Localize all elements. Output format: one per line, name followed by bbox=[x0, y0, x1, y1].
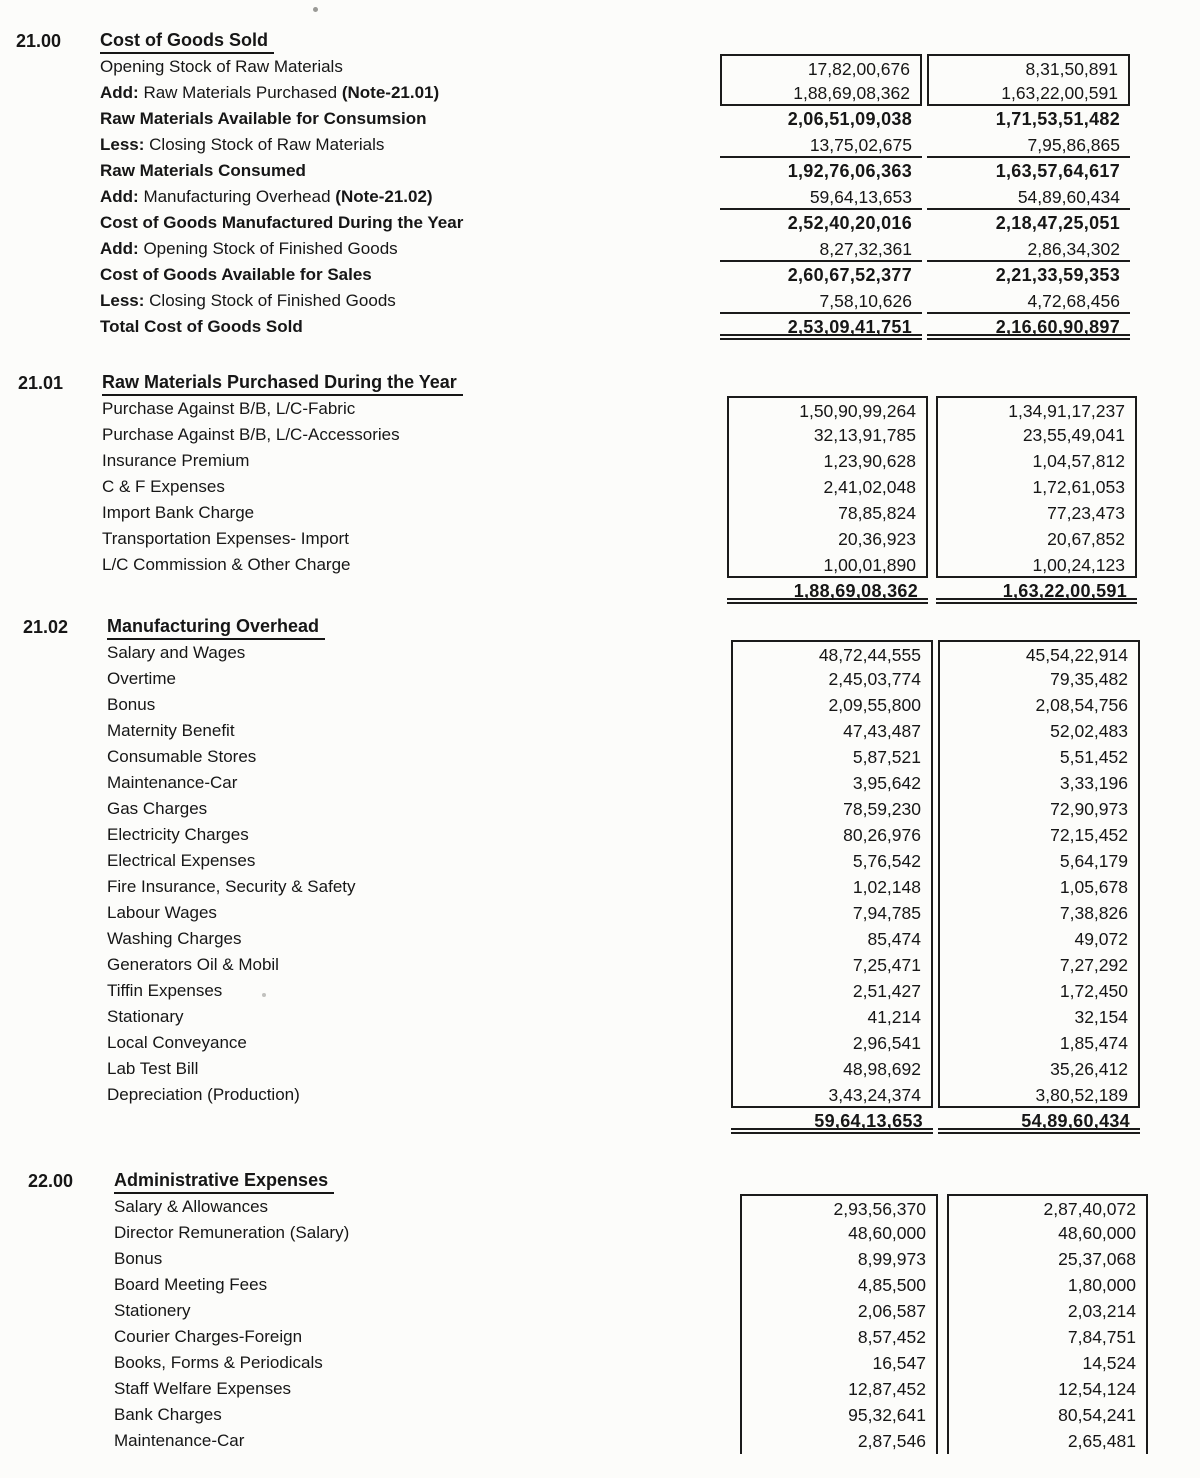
amount-col1: 1,23,90,628 bbox=[727, 448, 928, 474]
amount-col1: 2,52,40,20,016 bbox=[787, 213, 912, 233]
ledger-row bbox=[0, 184, 1200, 210]
row-label bbox=[107, 874, 356, 900]
amount-col2: 1,63,22,00,591 bbox=[936, 578, 1137, 604]
row-label bbox=[100, 210, 463, 236]
row-label bbox=[100, 54, 343, 80]
amount-col1: 2,45,03,774 bbox=[731, 666, 933, 692]
ledger-row bbox=[0, 874, 1200, 900]
amount-col1: 85,474 bbox=[731, 926, 933, 952]
amount-col1: 59,64,13,653 bbox=[720, 184, 922, 210]
amount-col1: 16,547 bbox=[740, 1350, 938, 1376]
row-label bbox=[102, 552, 350, 578]
amount-col2: 25,37,068 bbox=[947, 1246, 1148, 1272]
row-label-text: Gas Charges bbox=[107, 799, 208, 818]
row-label-text: Opening Stock of Raw Materials bbox=[100, 57, 343, 76]
amount-col1: 17,82,00,676 bbox=[720, 54, 922, 80]
amount-col2: 72,15,452 bbox=[938, 822, 1140, 848]
row-label-text: Insurance Premium bbox=[102, 451, 250, 470]
amount-col2: 32,154 bbox=[938, 1004, 1140, 1030]
amount-col1: 1,92,76,06,363 bbox=[787, 161, 912, 181]
ledger-row bbox=[0, 796, 1200, 822]
row-label bbox=[100, 80, 439, 106]
row-label bbox=[114, 1350, 323, 1376]
row-label bbox=[107, 1082, 300, 1108]
amount-col1: 2,60,67,52,377 bbox=[787, 265, 912, 285]
row-label-text: Raw Materials Consumed bbox=[100, 161, 306, 180]
row-label-text: Stationary bbox=[107, 1007, 184, 1026]
amount-col2: 1,72,450 bbox=[938, 978, 1140, 1004]
row-label-text: Local Conveyance bbox=[107, 1033, 247, 1052]
amount-col2: 5,64,179 bbox=[938, 848, 1140, 874]
row-label-text: C & F Expenses bbox=[102, 477, 225, 496]
row-label-text: Maintenance-Car bbox=[107, 773, 238, 792]
section-title: Administrative Expenses bbox=[114, 1168, 334, 1194]
row-label bbox=[107, 926, 242, 952]
row-label bbox=[102, 500, 254, 526]
row-label-text: Bank Charges bbox=[114, 1405, 222, 1424]
row-label bbox=[100, 314, 303, 340]
row-label bbox=[100, 236, 398, 262]
row-label-text: Maintenance-Car bbox=[114, 1431, 245, 1450]
ledger-row bbox=[0, 1376, 1200, 1402]
row-label-text: Salary & Allowances bbox=[114, 1197, 269, 1216]
ledger-row bbox=[0, 314, 1200, 340]
row-label bbox=[114, 1246, 162, 1272]
row-label bbox=[114, 1428, 244, 1454]
ledger-row bbox=[0, 770, 1200, 796]
row-label bbox=[107, 744, 256, 770]
row-label bbox=[114, 1324, 302, 1350]
amount-col1: 2,53,09,41,751 bbox=[720, 314, 922, 340]
amount-col1: 2,51,427 bbox=[731, 978, 933, 1004]
amount-col2: 1,63,22,00,591 bbox=[927, 80, 1130, 106]
ledger-row bbox=[0, 288, 1200, 314]
ledger-row bbox=[0, 952, 1200, 978]
amount-col1: 78,59,230 bbox=[731, 796, 933, 822]
ledger-row bbox=[0, 666, 1200, 692]
row-label-text: Cost of Goods Manufactured During the Year bbox=[100, 213, 464, 232]
row-label bbox=[114, 1402, 222, 1428]
amount-col2: 1,72,61,053 bbox=[936, 474, 1137, 500]
amount-col2: 4,72,68,456 bbox=[927, 288, 1130, 314]
amount-col1: 2,09,55,800 bbox=[731, 692, 933, 718]
row-label-text: Manufacturing Overhead bbox=[138, 187, 336, 206]
section-number: 21.02 bbox=[23, 617, 69, 637]
row-label bbox=[114, 1298, 191, 1324]
ledger-row bbox=[0, 236, 1200, 262]
row-label bbox=[107, 692, 155, 718]
section-title: Cost of Goods Sold bbox=[100, 28, 274, 54]
row-label-text: Depreciation (Production) bbox=[107, 1085, 300, 1104]
row-label-text: Electrical Expenses bbox=[107, 851, 256, 870]
amount-col2: 77,23,473 bbox=[936, 500, 1137, 526]
row-label-text: Lab Test Bill bbox=[107, 1059, 199, 1078]
amount-col1: 1,50,90,99,264 bbox=[727, 396, 928, 422]
amount-col2: 3,80,52,189 bbox=[938, 1082, 1140, 1108]
ledger-row bbox=[0, 718, 1200, 744]
ledger-row bbox=[0, 1030, 1200, 1056]
amount-col1: 20,36,923 bbox=[727, 526, 928, 552]
row-label bbox=[102, 526, 349, 552]
ledger-row bbox=[0, 158, 1200, 184]
amount-col2: 1,05,678 bbox=[938, 874, 1140, 900]
amount-col2: 49,072 bbox=[938, 926, 1140, 952]
ledger-row bbox=[0, 500, 1200, 526]
row-label bbox=[107, 1030, 247, 1056]
amount-col1: 1,02,148 bbox=[731, 874, 933, 900]
ledger-row bbox=[0, 822, 1200, 848]
amount-col2: 2,65,481 bbox=[947, 1428, 1148, 1454]
amount-col1: 1,88,69,08,362 bbox=[720, 80, 922, 106]
row-label-note: (Note-21.02) bbox=[335, 187, 433, 206]
row-label-note: (Note-21.01) bbox=[341, 83, 440, 102]
note-section bbox=[0, 614, 1200, 1134]
ledger-row bbox=[0, 1004, 1200, 1030]
amount-col2: 7,38,826 bbox=[938, 900, 1140, 926]
row-label bbox=[100, 262, 372, 288]
amount-col2: 79,35,482 bbox=[938, 666, 1140, 692]
row-label-text: Director Remuneration (Salary) bbox=[114, 1223, 350, 1242]
amount-col2: 1,34,91,17,237 bbox=[936, 396, 1137, 422]
row-label bbox=[107, 978, 222, 1004]
amount-col1: 48,60,000 bbox=[740, 1220, 938, 1246]
ledger-row bbox=[0, 262, 1200, 288]
ledger-row bbox=[0, 210, 1200, 236]
row-label bbox=[107, 640, 245, 666]
row-label-text: Overtime bbox=[107, 669, 176, 688]
section-heading bbox=[0, 1168, 1200, 1194]
row-label-text: Courier Charges-Foreign bbox=[114, 1327, 303, 1346]
row-label-text: Opening Stock of Finished Goods bbox=[138, 239, 398, 258]
row-label bbox=[107, 900, 217, 926]
row-label bbox=[100, 132, 384, 158]
amount-col2: 2,18,47,25,051 bbox=[995, 213, 1120, 233]
row-label bbox=[100, 288, 396, 314]
amount-col1: 8,57,452 bbox=[740, 1324, 938, 1350]
section-number: 21.01 bbox=[18, 373, 64, 393]
amount-col2: 12,54,124 bbox=[947, 1376, 1148, 1402]
ledger-row bbox=[0, 1428, 1200, 1454]
amount-col2: 2,03,214 bbox=[947, 1298, 1148, 1324]
row-label-text: Consumable Stores bbox=[107, 747, 257, 766]
row-label bbox=[114, 1376, 291, 1402]
row-label bbox=[114, 1272, 267, 1298]
row-label bbox=[102, 422, 400, 448]
ledger-row bbox=[0, 448, 1200, 474]
ledger-row bbox=[0, 640, 1200, 666]
amount-col2: 2,08,54,756 bbox=[938, 692, 1140, 718]
amount-col1: 1,00,01,890 bbox=[727, 552, 928, 578]
ledger-row bbox=[0, 132, 1200, 158]
amount-col1: 8,99,973 bbox=[740, 1246, 938, 1272]
row-label-text: Purchase Against B/B, L/C-Accessories bbox=[102, 425, 400, 444]
row-label bbox=[102, 448, 249, 474]
row-label bbox=[107, 822, 249, 848]
row-label-text: Cost of Goods Available for Sales bbox=[100, 265, 372, 284]
row-label-text: Stationery bbox=[114, 1301, 191, 1320]
row-label bbox=[100, 106, 427, 132]
amount-col1: 8,27,32,361 bbox=[720, 236, 922, 262]
ledger-row bbox=[0, 692, 1200, 718]
section-number: 21.00 bbox=[16, 31, 62, 51]
ledger-row bbox=[0, 396, 1200, 422]
section-rows bbox=[0, 1194, 1200, 1454]
amount-col1: 2,96,541 bbox=[731, 1030, 933, 1056]
amount-col2: 45,54,22,914 bbox=[938, 640, 1140, 666]
amount-col2: 7,95,86,865 bbox=[927, 132, 1130, 158]
section-heading bbox=[0, 370, 1200, 396]
amount-col2: 80,54,241 bbox=[947, 1402, 1148, 1428]
row-label-text: Transportation Expenses- Import bbox=[102, 529, 349, 548]
amount-col1: 80,26,976 bbox=[731, 822, 933, 848]
row-label bbox=[114, 1194, 268, 1220]
amount-col2: 2,87,40,072 bbox=[947, 1194, 1148, 1220]
ledger-row bbox=[0, 552, 1200, 578]
section-title: Raw Materials Purchased During the Year bbox=[102, 370, 463, 396]
ledger-row bbox=[0, 526, 1200, 552]
row-label bbox=[100, 184, 433, 210]
amount-col2: 8,31,50,891 bbox=[927, 54, 1130, 80]
section-rows bbox=[0, 640, 1200, 1134]
note-section bbox=[0, 28, 1200, 340]
scan-speck bbox=[313, 7, 318, 12]
section-number: 22.00 bbox=[28, 1171, 74, 1191]
ledger-row bbox=[0, 1350, 1200, 1376]
section-heading bbox=[0, 28, 1200, 54]
amount-col1: 3,43,24,374 bbox=[731, 1082, 933, 1108]
amount-col1: 41,214 bbox=[731, 1004, 933, 1030]
row-label bbox=[114, 1220, 349, 1246]
amount-col1: 78,85,824 bbox=[727, 500, 928, 526]
amount-col1: 59,64,13,653 bbox=[731, 1108, 933, 1134]
row-label-text: Tiffin Expenses bbox=[107, 981, 223, 1000]
amount-col1: 32,13,91,785 bbox=[727, 422, 928, 448]
row-label-prefix: Less: bbox=[100, 291, 145, 310]
amount-col1: 2,06,587 bbox=[740, 1298, 938, 1324]
amount-col2: 54,89,60,434 bbox=[938, 1108, 1140, 1134]
row-label bbox=[107, 718, 235, 744]
row-label bbox=[102, 474, 225, 500]
row-label-text: Raw Materials Available for Consumsion bbox=[100, 109, 427, 128]
amount-col2: 2,86,34,302 bbox=[927, 236, 1130, 262]
amount-col2: 1,71,53,51,482 bbox=[995, 109, 1120, 129]
note-section bbox=[0, 370, 1200, 604]
row-label-text: Total Cost of Goods Sold bbox=[100, 317, 303, 336]
row-label-prefix: Add: bbox=[100, 239, 139, 258]
ledger-row bbox=[0, 422, 1200, 448]
amount-col2: 1,63,57,64,617 bbox=[995, 161, 1120, 181]
row-label-text: Closing Stock of Finished Goods bbox=[144, 291, 396, 310]
row-label-text: Generators Oil & Mobil bbox=[107, 955, 279, 974]
ledger-row bbox=[0, 1056, 1200, 1082]
amount-col2: 7,84,751 bbox=[947, 1324, 1148, 1350]
ledger-row bbox=[0, 1324, 1200, 1350]
row-label bbox=[107, 796, 207, 822]
row-label-text: Closing Stock of Raw Materials bbox=[144, 135, 385, 154]
section-rows bbox=[0, 54, 1200, 340]
row-label-text: Salary and Wages bbox=[107, 643, 246, 662]
row-label-text: Labour Wages bbox=[107, 903, 217, 922]
section-rows bbox=[0, 396, 1200, 604]
row-label bbox=[107, 1056, 198, 1082]
amount-col2: 72,90,973 bbox=[938, 796, 1140, 822]
ledger-row bbox=[0, 926, 1200, 952]
section-title: Manufacturing Overhead bbox=[107, 614, 325, 640]
row-label-text: Raw Materials Purchased bbox=[138, 83, 342, 102]
row-label-text: Washing Charges bbox=[107, 929, 242, 948]
ledger-row bbox=[0, 1108, 1200, 1134]
amount-col2: 54,89,60,434 bbox=[927, 184, 1130, 210]
row-label-text: Board Meeting Fees bbox=[114, 1275, 268, 1294]
sections-container bbox=[0, 28, 1200, 1454]
row-label bbox=[102, 396, 355, 422]
row-label bbox=[107, 1004, 184, 1030]
ledger-row bbox=[0, 474, 1200, 500]
amount-col1: 48,98,692 bbox=[731, 1056, 933, 1082]
row-label-text: Staff Welfare Expenses bbox=[114, 1379, 292, 1398]
ledger-row bbox=[0, 1194, 1200, 1220]
amount-col2: 1,80,000 bbox=[947, 1272, 1148, 1298]
amount-col2: 1,04,57,812 bbox=[936, 448, 1137, 474]
amount-col2: 3,33,196 bbox=[938, 770, 1140, 796]
amount-col1: 5,76,542 bbox=[731, 848, 933, 874]
amount-col1: 7,94,785 bbox=[731, 900, 933, 926]
ledger-row bbox=[0, 1220, 1200, 1246]
row-label bbox=[107, 952, 279, 978]
ledger-row bbox=[0, 744, 1200, 770]
amount-col2: 5,51,452 bbox=[938, 744, 1140, 770]
ledger-row bbox=[0, 1272, 1200, 1298]
amount-col1: 2,41,02,048 bbox=[727, 474, 928, 500]
amount-col1: 2,87,546 bbox=[740, 1428, 938, 1454]
row-label-text: Books, Forms & Periodicals bbox=[114, 1353, 323, 1372]
amount-col1: 7,58,10,626 bbox=[720, 288, 922, 314]
row-label bbox=[107, 666, 176, 692]
amount-col1: 3,95,642 bbox=[731, 770, 933, 796]
amount-col1: 7,25,471 bbox=[731, 952, 933, 978]
row-label-prefix: Add: bbox=[100, 83, 139, 102]
ledger-row bbox=[0, 1298, 1200, 1324]
section-heading bbox=[0, 614, 1200, 640]
ledger-row bbox=[0, 578, 1200, 604]
row-label-text: Purchase Against B/B, L/C-Fabric bbox=[102, 399, 356, 418]
amount-col1: 4,85,500 bbox=[740, 1272, 938, 1298]
ledger-row bbox=[0, 106, 1200, 132]
amount-col1: 2,93,56,370 bbox=[740, 1194, 938, 1220]
amount-col1: 5,87,521 bbox=[731, 744, 933, 770]
row-label-text: Electricity Charges bbox=[107, 825, 249, 844]
ledger-row bbox=[0, 978, 1200, 1004]
row-label-text: Bonus bbox=[107, 695, 156, 714]
amount-col1: 48,72,44,555 bbox=[731, 640, 933, 666]
row-label-prefix: Less: bbox=[100, 135, 145, 154]
amount-col1: 13,75,02,675 bbox=[720, 132, 922, 158]
row-label-text: L/C Commission & Other Charge bbox=[102, 555, 351, 574]
ledger-row bbox=[0, 1082, 1200, 1108]
ledger-row bbox=[0, 1246, 1200, 1272]
amount-col1: 47,43,487 bbox=[731, 718, 933, 744]
note-section bbox=[0, 1168, 1200, 1454]
amount-col1: 95,32,641 bbox=[740, 1402, 938, 1428]
row-label-text: Maternity Benefit bbox=[107, 721, 235, 740]
amount-col2: 7,27,292 bbox=[938, 952, 1140, 978]
ledger-row bbox=[0, 848, 1200, 874]
row-label-prefix: Add: bbox=[100, 187, 139, 206]
ledger-row bbox=[0, 54, 1200, 80]
amount-col2: 35,26,412 bbox=[938, 1056, 1140, 1082]
amount-col2: 23,55,49,041 bbox=[936, 422, 1137, 448]
amount-col1: 12,87,452 bbox=[740, 1376, 938, 1402]
row-label-text: Import Bank Charge bbox=[102, 503, 255, 522]
amount-col2: 1,85,474 bbox=[938, 1030, 1140, 1056]
amount-col2: 52,02,483 bbox=[938, 718, 1140, 744]
amount-col2: 14,524 bbox=[947, 1350, 1148, 1376]
amount-col2: 20,67,852 bbox=[936, 526, 1137, 552]
row-label bbox=[100, 158, 306, 184]
row-label-text: Fire Insurance, Security & Safety bbox=[107, 877, 356, 896]
amount-col2: 48,60,000 bbox=[947, 1220, 1148, 1246]
amount-col1: 1,88,69,08,362 bbox=[727, 578, 928, 604]
row-label-text: Bonus bbox=[114, 1249, 163, 1268]
ledger-row bbox=[0, 80, 1200, 106]
row-label bbox=[107, 848, 255, 874]
amount-col2: 2,21,33,59,353 bbox=[995, 265, 1120, 285]
ledger-row bbox=[0, 900, 1200, 926]
amount-col1: 2,06,51,09,038 bbox=[787, 109, 912, 129]
amount-col2: 1,00,24,123 bbox=[936, 552, 1137, 578]
amount-col2: 2,16,60,90,897 bbox=[927, 314, 1130, 340]
row-label bbox=[107, 770, 237, 796]
ledger-row bbox=[0, 1402, 1200, 1428]
